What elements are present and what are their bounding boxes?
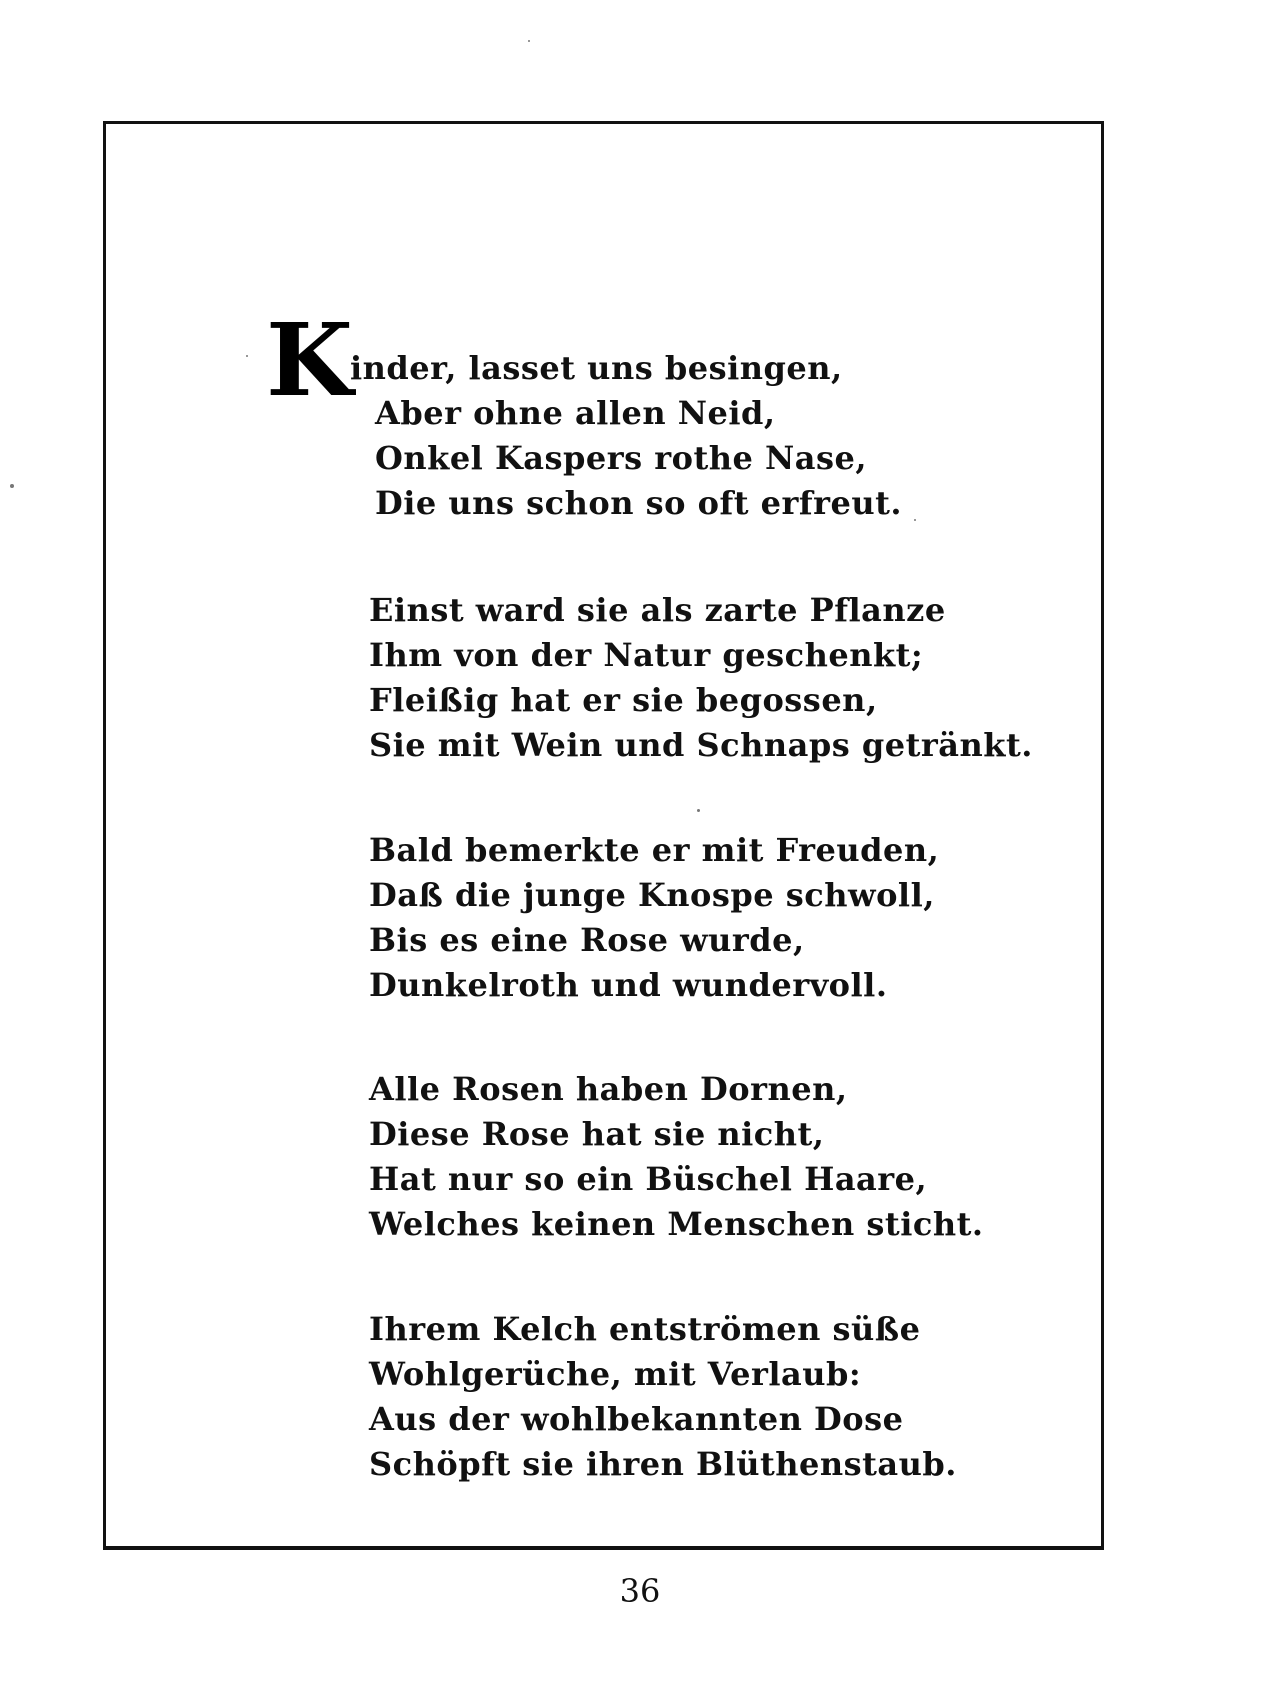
paper-speck [246, 355, 248, 357]
stanza-4-line-1: Alle Rosen haben Dornen, [369, 1070, 848, 1108]
stanza-2-line-2: Ihm von der Natur geschenkt; [369, 636, 924, 674]
stanza-4 [369, 1067, 1069, 1247]
stanza-2-line-4: Sie mit Wein und Schnaps getränkt. [369, 726, 1033, 764]
decorative-initial-letter: K [266, 301, 353, 419]
stanza-4-line-3: Hat nur so ein Büschel Haare, [369, 1160, 928, 1198]
stanza-2-line-1: Einst ward sie als zarte Pflanze [369, 591, 946, 629]
stanza-2 [369, 588, 1069, 768]
stanza-3-line-1: Bald bemerkte er mit Freuden, [369, 831, 940, 869]
stanza-4-line-4: Welches keinen Menschen sticht. [369, 1205, 984, 1243]
paper-speck [697, 809, 700, 812]
stanza-5-line-1: Ihrem Kelch entströmen süße [369, 1310, 921, 1348]
stanza-2-line-3: Fleißig hat er sie begossen, [369, 681, 878, 719]
paper-speck [914, 519, 916, 521]
stanza-3-line-4: Dunkelroth und wundervoll. [369, 966, 888, 1004]
paper-speck [10, 484, 14, 488]
stanza-1-line-2: Aber ohne allen Neid, [375, 394, 776, 432]
stanza-5-line-4: Schöpft sie ihren Blüthenstaub. [369, 1445, 957, 1483]
stanza-4-line-2: Diese Rose hat sie nicht, [369, 1115, 825, 1153]
page-number: 36 [619, 1572, 661, 1610]
stanza-5-line-3: Aus der wohlbekannten Dose [369, 1400, 904, 1438]
page-border-frame [103, 121, 1104, 1550]
stanza-5-line-2: Wohlgerüche, mit Verlaub: [369, 1355, 862, 1393]
stanza-1-line-1: inder, lasset uns besingen, [350, 349, 843, 387]
stanza-1-line-3: Onkel Kaspers rothe Nase, [375, 439, 868, 477]
stanza-1 [350, 346, 1050, 526]
stanza-3-line-2: Daß die junge Knospe schwoll, [369, 876, 935, 914]
stanza-1-line-4: Die uns schon so oft erfreut. [375, 484, 903, 522]
paper-speck [528, 40, 530, 42]
stanza-3-line-3: Bis es eine Rose wurde, [369, 921, 805, 959]
poem [106, 124, 1101, 1546]
stanza-5 [369, 1307, 1069, 1487]
stanza-3 [369, 828, 1069, 1008]
